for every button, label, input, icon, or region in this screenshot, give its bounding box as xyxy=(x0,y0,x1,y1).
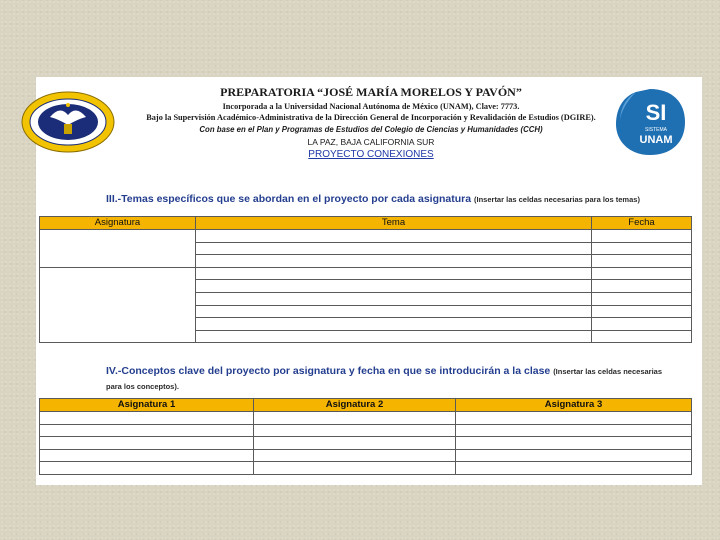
column-header-asignatura: Asignatura xyxy=(40,217,196,230)
table-row xyxy=(40,437,692,450)
concept-cell[interactable] xyxy=(456,437,692,450)
section-3-note: (Insertar las celdas necesarias para los temas) xyxy=(474,195,640,204)
topics-table xyxy=(39,216,692,343)
date-cell[interactable] xyxy=(592,330,692,343)
section-4-heading xyxy=(106,364,666,394)
concept-cell[interactable] xyxy=(254,424,456,437)
si-unam-logo-icon xyxy=(612,86,688,158)
table-row xyxy=(40,412,692,425)
column-header-fecha: Fecha xyxy=(592,217,692,230)
concept-cell[interactable] xyxy=(254,437,456,450)
concept-cell[interactable] xyxy=(40,462,254,475)
topic-cell[interactable] xyxy=(196,305,592,318)
concept-cell[interactable] xyxy=(254,462,456,475)
concept-cell[interactable] xyxy=(40,424,254,437)
section-4-title: IV.-Conceptos clave del proyecto por asignatura y fecha en que se introducirán a la clase xyxy=(106,365,551,377)
document-sheet xyxy=(36,77,702,485)
column-header-tema: Tema xyxy=(196,217,592,230)
date-cell[interactable] xyxy=(592,230,692,243)
section-3-heading xyxy=(106,193,640,205)
column-header-asignatura-2: Asignatura 2 xyxy=(254,399,456,412)
concept-cell[interactable] xyxy=(40,437,254,450)
location-line: LA PAZ, BAJA CALIFORNIA SUR xyxy=(307,137,435,147)
concept-cell[interactable] xyxy=(254,449,456,462)
concept-cell[interactable] xyxy=(254,412,456,425)
topic-cell[interactable] xyxy=(196,318,592,331)
logo-si-text: SI xyxy=(645,100,667,125)
date-cell[interactable] xyxy=(592,318,692,331)
supervision-line: Bajo la Supervisión Académico-Administrativa de la Dirección General de Incorporación y Revalidación de Estudios (DGIRE). xyxy=(146,113,596,122)
topic-cell[interactable] xyxy=(196,242,592,255)
table-row xyxy=(40,230,692,243)
program-line: Con base en el Plan y Programas de Estudios del Colegio de Ciencias y Humanidades (CCH) xyxy=(199,125,543,134)
concepts-table xyxy=(39,398,692,475)
topic-cell[interactable] xyxy=(196,230,592,243)
date-cell[interactable] xyxy=(592,242,692,255)
column-header-asignatura-1: Asignatura 1 xyxy=(40,399,254,412)
date-cell[interactable] xyxy=(592,280,692,293)
concept-cell[interactable] xyxy=(456,412,692,425)
concept-cell[interactable] xyxy=(40,412,254,425)
section-3-title: III.-Temas específicos que se abordan en el proyecto por cada asignatura xyxy=(106,193,472,205)
date-cell[interactable] xyxy=(592,267,692,280)
table-row xyxy=(40,267,692,280)
logo-unam-text: UNAM xyxy=(639,134,673,146)
subject-cell[interactable] xyxy=(40,267,196,343)
date-cell[interactable] xyxy=(592,292,692,305)
column-header-asignatura-3: Asignatura 3 xyxy=(456,399,692,412)
concept-cell[interactable] xyxy=(456,449,692,462)
topic-cell[interactable] xyxy=(196,280,592,293)
topic-cell[interactable] xyxy=(196,267,592,280)
incorporation-line: Incorporada a la Universidad Nacional Autónoma de México (UNAM), Clave: 7773. xyxy=(222,102,520,111)
subject-cell[interactable] xyxy=(40,230,196,268)
school-crest-icon xyxy=(20,91,116,153)
concept-cell[interactable] xyxy=(456,424,692,437)
topic-cell[interactable] xyxy=(196,255,592,268)
school-name: PREPARATORIA “JOSÉ MARÍA MORELOS Y PAVÓN” xyxy=(220,85,522,99)
topic-cell[interactable] xyxy=(196,292,592,305)
date-cell[interactable] xyxy=(592,255,692,268)
concept-cell[interactable] xyxy=(40,449,254,462)
table-row xyxy=(40,449,692,462)
date-cell[interactable] xyxy=(592,305,692,318)
section-4-note: (Insertar las celdas necesarias para los conceptos). xyxy=(106,367,663,391)
table-row xyxy=(40,424,692,437)
topic-cell[interactable] xyxy=(196,330,592,343)
project-name-link[interactable]: PROYECTO CONEXIONES xyxy=(308,149,434,160)
concept-cell[interactable] xyxy=(456,462,692,475)
table-row xyxy=(40,462,692,475)
logo-sistema-text: SISTEMA xyxy=(645,127,667,133)
